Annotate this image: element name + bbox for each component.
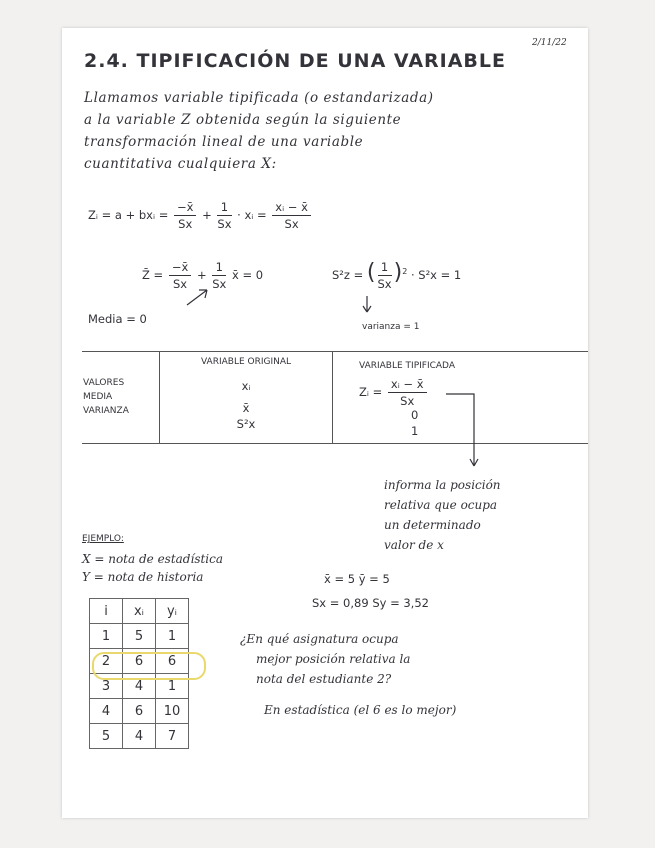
cell: 4 [90, 699, 123, 724]
row-label-media: MEDIA [83, 392, 113, 402]
position-arrow [446, 394, 478, 466]
varianza-arrow [363, 296, 371, 312]
cell: 7 [156, 724, 189, 749]
header-x: xᵢ [123, 599, 156, 624]
original-mean: x̄ [242, 401, 250, 415]
mean-z-formula: Z̄ = $\frac{-x̄}{Sx}$ + $\frac{1}{Sx}$ x̄ = 0 [142, 260, 264, 291]
paragraph-line-4: cuantitativa cualquiera X: [84, 156, 277, 172]
tip-mean: 0 [411, 408, 419, 422]
cell: 4 [123, 674, 156, 699]
row-2-highlight [92, 652, 206, 680]
question-line-2: mejor posición relativa la [256, 652, 411, 666]
annotation-line-4: valor de x [384, 538, 444, 552]
cell: 2 [90, 649, 123, 674]
paragraph-line-1: Llamamos variable tipificada (o estandarizada) [84, 90, 434, 106]
ejemplo-label: EJEMPLO: [82, 534, 124, 544]
row-label-varianza: VARIANZA [83, 406, 129, 416]
variance-z-formula: S²z = ( $\frac{1}{Sx}$ )$^2$ · S²x = 1 [332, 260, 462, 291]
varianza-label: varianza = 1 [362, 322, 420, 332]
annotation-line-2: relativa que ocupa [384, 498, 498, 512]
cell: 5 [123, 624, 156, 649]
means-line: x̄ = 5 ȳ = 5 [324, 572, 390, 586]
question-line-3: nota del estudiante 2? [256, 672, 392, 686]
sds-line: Sx = 0,89 Sy = 3,52 [312, 596, 429, 610]
media-label: Media = 0 [88, 312, 147, 326]
header-y: yᵢ [156, 599, 189, 624]
tip-formula: Zᵢ = $\frac{\text{xᵢ − x̄}}{Sx}$ [359, 377, 588, 408]
cell: 1 [90, 624, 123, 649]
cell: 1 [156, 624, 189, 649]
annotation-line-3: un determinado [384, 518, 481, 532]
table-row [90, 699, 189, 724]
paragraph-line-3: transformación lineal de una variable [84, 134, 364, 150]
cell: 6 [123, 699, 156, 724]
paragraph-line-2: a la variable Z obtenida según la siguiente [84, 112, 402, 128]
question-line-1: ¿En qué asignatura ocupa [240, 632, 399, 646]
tip-variance: 1 [411, 424, 419, 438]
answer-line: En estadística (el 6 es lo mejor) [264, 703, 457, 717]
cell: 6 [156, 649, 189, 674]
row-label-valores: VALORES [83, 378, 125, 388]
original-variance: S²x [236, 417, 256, 431]
x-definition: X = nota de estadística [82, 552, 224, 566]
original-values: xᵢ [241, 379, 251, 393]
cell: 10 [156, 699, 189, 724]
y-definition: Y = nota de historia [82, 570, 204, 584]
cell: 1 [156, 674, 189, 699]
header-i: i [90, 599, 123, 624]
cell: 5 [90, 724, 123, 749]
notebook-page [62, 28, 588, 818]
header-original: VARIABLE ORIGINAL [200, 357, 292, 367]
cell: 6 [123, 649, 156, 674]
page-title: 2.4. TIPIFICACIÓN DE UNA VARIABLE [84, 50, 506, 72]
annotation-line-1: informa la posición [384, 478, 501, 492]
header-tipificada: VARIABLE TIPIFICADA [359, 361, 455, 371]
table-row [90, 624, 189, 649]
date: 2/11/22 [532, 38, 567, 48]
table-row [90, 724, 189, 749]
media-arrow [187, 290, 207, 305]
cell: 3 [90, 674, 123, 699]
tipification-formula: Zᵢ = a + bxᵢ = $\frac{-x̄}{Sx}$ + $\frac{1}{Sx}$ · xᵢ = $\frac{\text{xᵢ − x̄}}{Sx}$ [88, 200, 313, 231]
table-header-row [90, 599, 189, 624]
cell: 4 [123, 724, 156, 749]
